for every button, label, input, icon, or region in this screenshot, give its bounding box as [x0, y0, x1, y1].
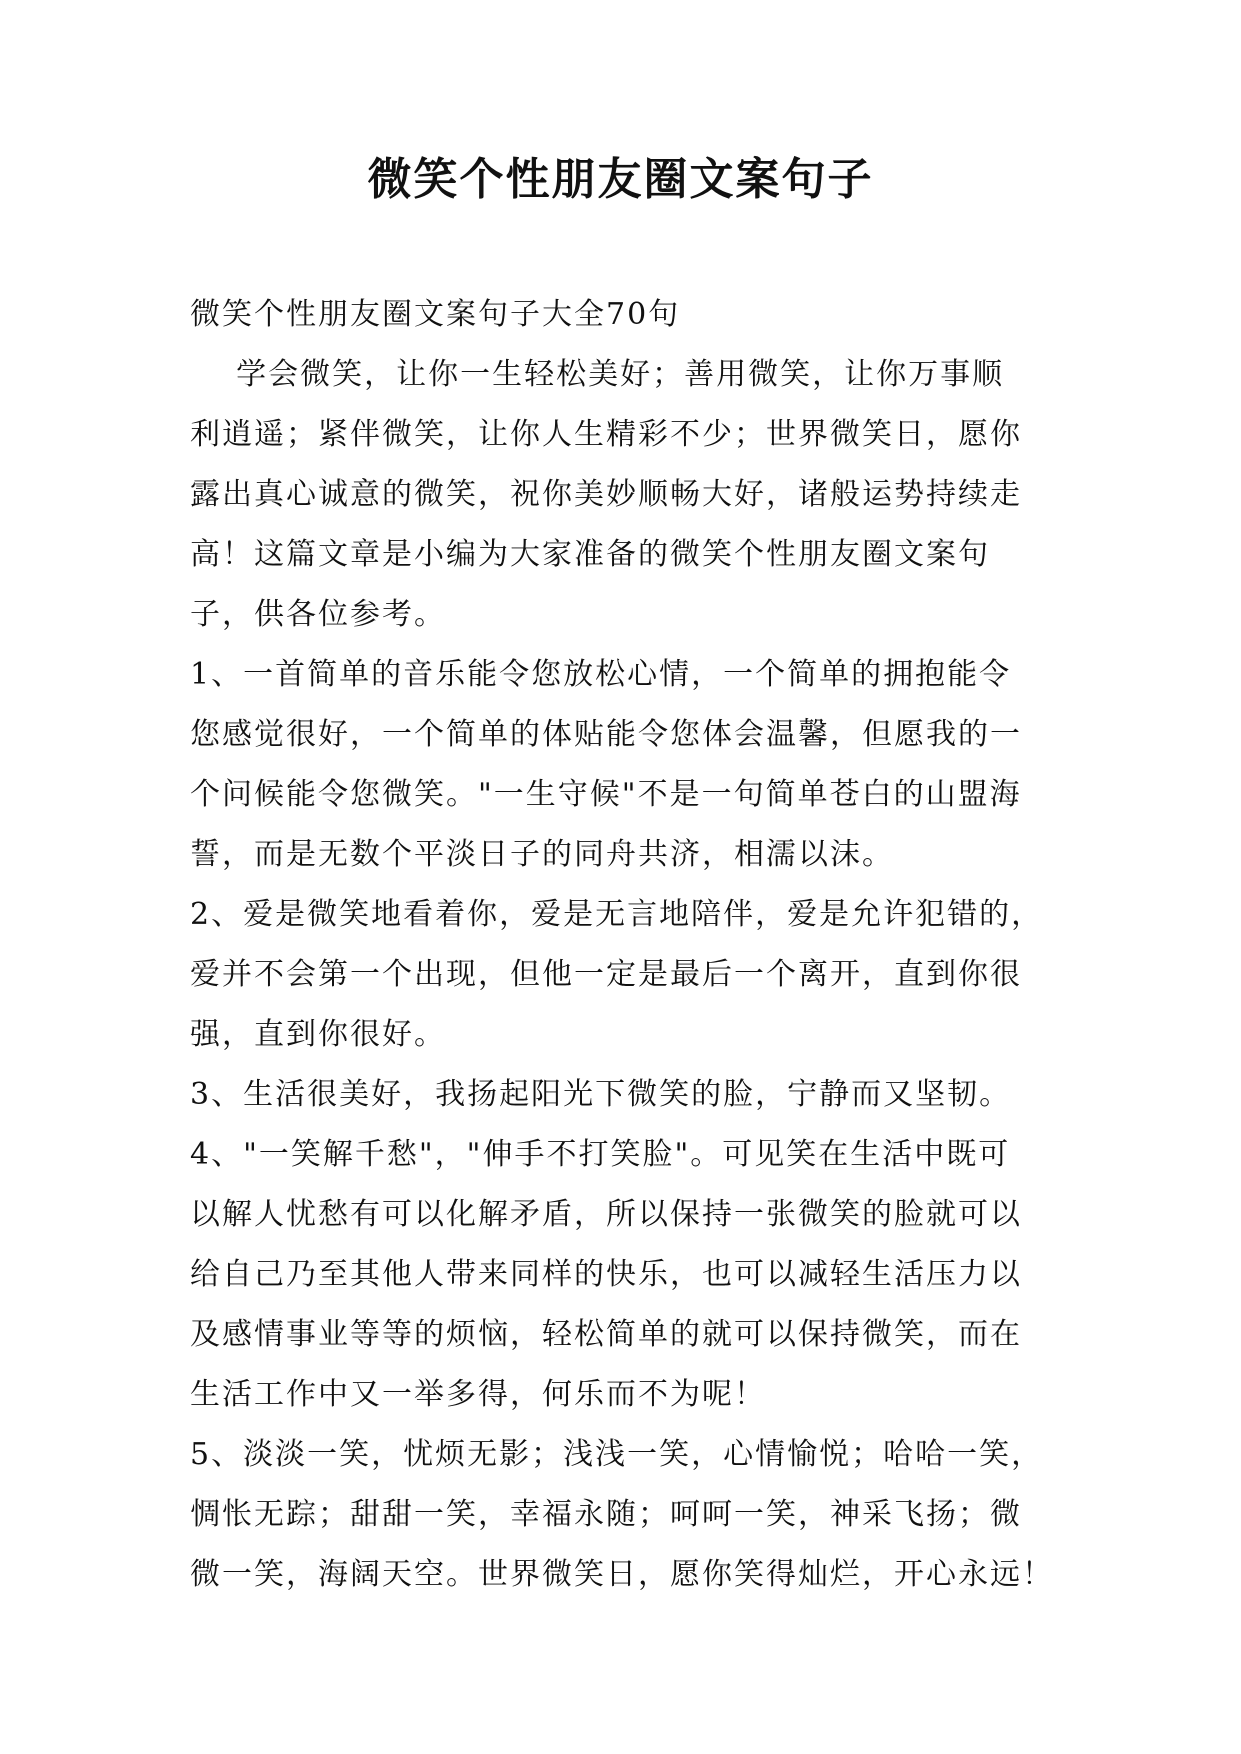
body-line: 5、淡淡一笑，忧烦无影；浅浅一笑，心情愉悦；哈哈一笑，: [190, 1437, 1044, 1472]
body-line: 生活工作中又一举多得，何乐而不为呢！: [190, 1377, 766, 1412]
body-line: 微一笑，海阔天空。世界微笑日，愿你笑得灿烂，开心永远！: [190, 1557, 1054, 1592]
body-line: 及感情事业等等的烦恼，轻松简单的就可以保持微笑，而在: [190, 1317, 1022, 1352]
body-line: 2、爱是微笑地看着你，爱是无言地陪伴，爱是允许犯错的，: [190, 897, 1044, 932]
body-line: 给自己乃至其他人带来同样的快乐，也可以减轻生活压力以: [190, 1257, 1022, 1292]
body-line: 学会微笑，让你一生轻松美好；善用微笑，让你万事顺: [190, 357, 1005, 392]
body-line: 惆怅无踪；甜甜一笑，幸福永随；呵呵一笑，神采飞扬；微: [190, 1497, 1022, 1532]
body-line: 您感觉很好，一个简单的体贴能令您体会温馨，但愿我的一: [190, 717, 1022, 752]
body-line: 誓，而是无数个平淡日子的同舟共济，相濡以沫。: [190, 837, 894, 872]
body-line: 1、一首简单的音乐能令您放松心情，一个简单的拥抱能令: [190, 657, 1012, 692]
body-line: 强，直到你很好。: [190, 1017, 446, 1052]
document-body: [190, 285, 1054, 1605]
body-line: 以解人忧愁有可以化解矛盾，所以保持一张微笑的脸就可以: [190, 1197, 1022, 1232]
body-line: 3、生活很美好，我扬起阳光下微笑的脸，宁静而又坚韧。: [190, 1077, 1012, 1112]
body-line: 子，供各位参考。: [190, 597, 446, 632]
body-line: 个问候能令您微笑。"一生守候"不是一句简单苍白的山盟海: [190, 777, 1022, 812]
document-title: 微笑个性朋友圈文案句子: [367, 154, 874, 205]
body-line: 高！这篇文章是小编为大家准备的微笑个性朋友圈文案句: [190, 537, 990, 572]
body-line: 爱并不会第一个出现，但他一定是最后一个离开，直到你很: [190, 957, 1022, 992]
body-line: 4、"一笑解千愁"，"伸手不打笑脸"。可见笑在生活中既可: [190, 1137, 1011, 1172]
body-line: 露出真心诚意的微笑，祝你美妙顺畅大好，诸般运势持续走: [190, 477, 1022, 512]
body-line: 利逍遥；紧伴微笑，让你人生精彩不少；世界微笑日，愿你: [190, 417, 1022, 452]
subtitle-line: 微笑个性朋友圈文案句子大全70句: [190, 297, 681, 332]
